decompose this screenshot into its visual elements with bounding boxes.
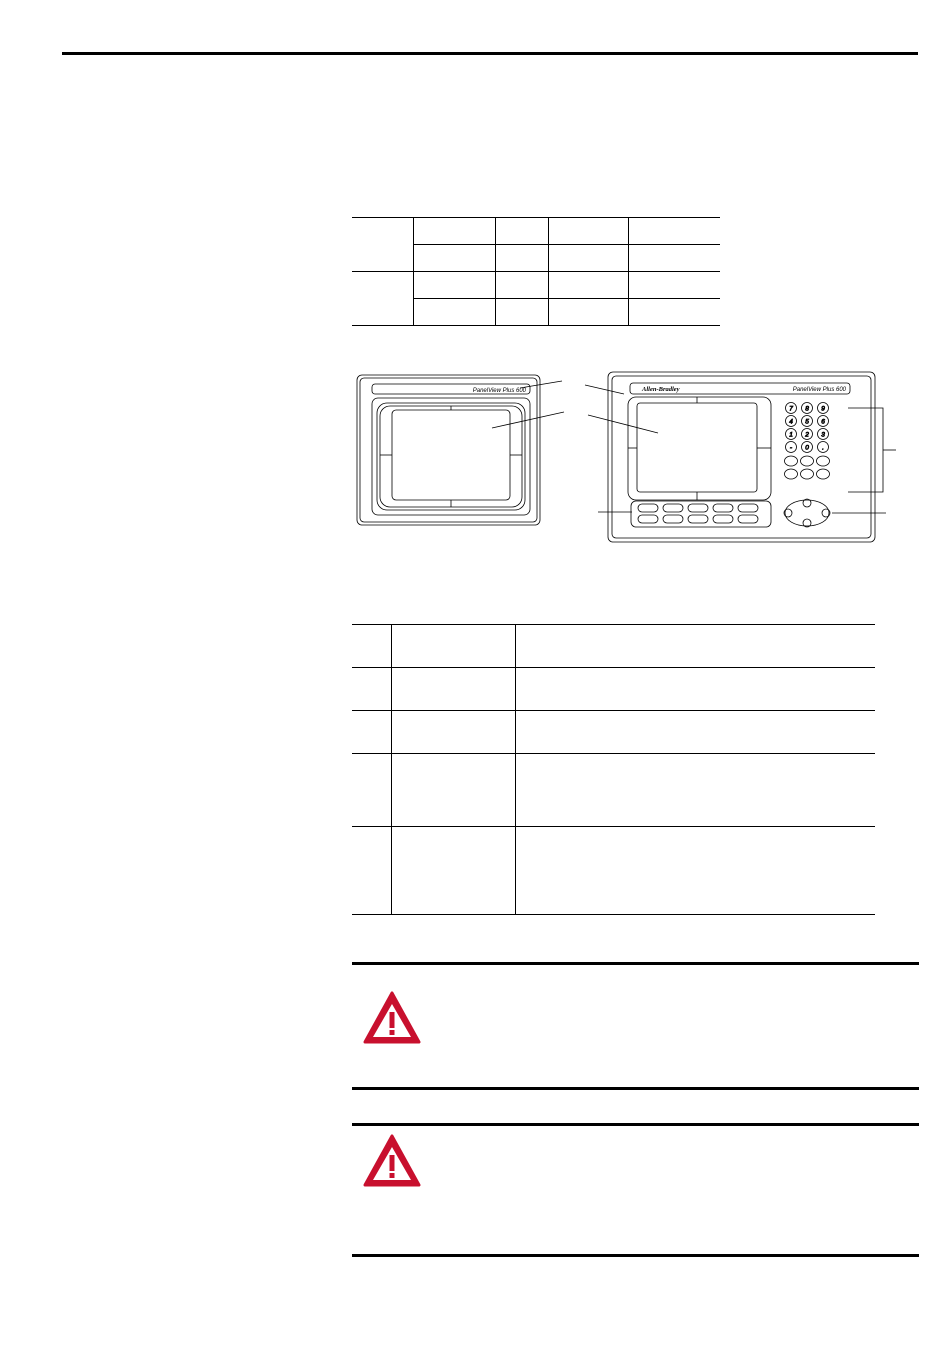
page-top-rule xyxy=(62,52,918,55)
keypad-key-label: - xyxy=(789,444,793,452)
table-cell xyxy=(515,827,875,915)
table-row xyxy=(352,625,875,668)
keypad-key-label: 7 xyxy=(789,405,793,413)
left-device-brand: PanelView Plus 600 xyxy=(472,388,526,394)
keypad-key-label: 6 xyxy=(821,418,825,426)
table-row xyxy=(352,668,875,711)
keypad-function-key xyxy=(817,469,830,479)
right-device-brand: PanelView Plus 600 xyxy=(792,387,846,393)
table-cell xyxy=(548,245,628,272)
table-cell xyxy=(413,245,495,272)
table-cell xyxy=(413,272,495,299)
warning-box xyxy=(352,962,919,1090)
keypad-function-key xyxy=(785,456,798,466)
table-cell xyxy=(391,668,515,711)
right-device-logo: Allen-Bradley xyxy=(642,386,680,393)
table-cell xyxy=(515,711,875,754)
table-row xyxy=(352,754,875,827)
keypad-function-key xyxy=(817,456,830,466)
table-cell xyxy=(413,218,495,245)
keypad-key-label: 3 xyxy=(821,431,825,439)
table-group-cell xyxy=(352,272,413,326)
table-row xyxy=(352,272,720,299)
table-cell xyxy=(548,272,628,299)
table-cell xyxy=(352,754,391,827)
table-header-cell xyxy=(628,175,720,218)
keypad-key-label: 0 xyxy=(805,444,809,452)
table-cell xyxy=(413,299,495,326)
table-cell xyxy=(391,827,515,915)
keypad-key-label: . xyxy=(822,444,824,452)
table-cell xyxy=(628,299,720,326)
table-cell xyxy=(391,711,515,754)
warning-box xyxy=(352,1123,919,1257)
keypad-key-label: 5 xyxy=(805,418,809,426)
table-header-cell xyxy=(352,175,413,218)
table-cell xyxy=(495,299,548,326)
description-table xyxy=(352,598,875,915)
table-cell xyxy=(391,754,515,827)
table-row xyxy=(352,827,875,915)
keypad-key-label: 8 xyxy=(805,405,809,413)
table-row xyxy=(352,218,720,245)
keypad-function-key xyxy=(801,469,814,479)
table-cell xyxy=(515,754,875,827)
table-cell xyxy=(515,668,875,711)
terminal-figure xyxy=(340,360,900,550)
warning-triangle-icon xyxy=(362,1133,422,1189)
keypad-key-label: 9 xyxy=(821,405,825,413)
table-header-cell xyxy=(352,598,391,625)
table-header-cell xyxy=(495,175,548,218)
table-cell xyxy=(628,272,720,299)
keypad-key-label: 2 xyxy=(805,431,809,439)
spec-table-header xyxy=(352,175,720,218)
spec-table xyxy=(352,175,720,326)
table-row xyxy=(352,711,875,754)
table-cell xyxy=(495,245,548,272)
keypad-key-label: 1 xyxy=(789,431,793,439)
table-cell xyxy=(548,218,628,245)
keypad-function-key xyxy=(785,469,798,479)
table-cell xyxy=(515,625,875,668)
keypad-terminal-drawing xyxy=(608,372,875,542)
table-cell xyxy=(352,711,391,754)
table-group-cell xyxy=(352,218,413,272)
touch-terminal-drawing xyxy=(357,375,540,525)
table-header-cell xyxy=(548,175,628,218)
table-header-cell xyxy=(391,598,515,625)
table-cell xyxy=(628,245,720,272)
table-cell xyxy=(495,272,548,299)
keypad-function-key xyxy=(801,456,814,466)
table-cell xyxy=(628,218,720,245)
keypad-key-label: 4 xyxy=(789,418,793,426)
table-cell xyxy=(352,625,391,668)
table-cell xyxy=(391,625,515,668)
table-cell xyxy=(548,299,628,326)
table-header-cell xyxy=(515,598,875,625)
table-cell xyxy=(352,827,391,915)
table-header-cell xyxy=(413,175,495,218)
warning-triangle-icon xyxy=(362,990,422,1046)
table-cell xyxy=(495,218,548,245)
table-cell xyxy=(352,668,391,711)
table-header-row xyxy=(352,598,875,625)
